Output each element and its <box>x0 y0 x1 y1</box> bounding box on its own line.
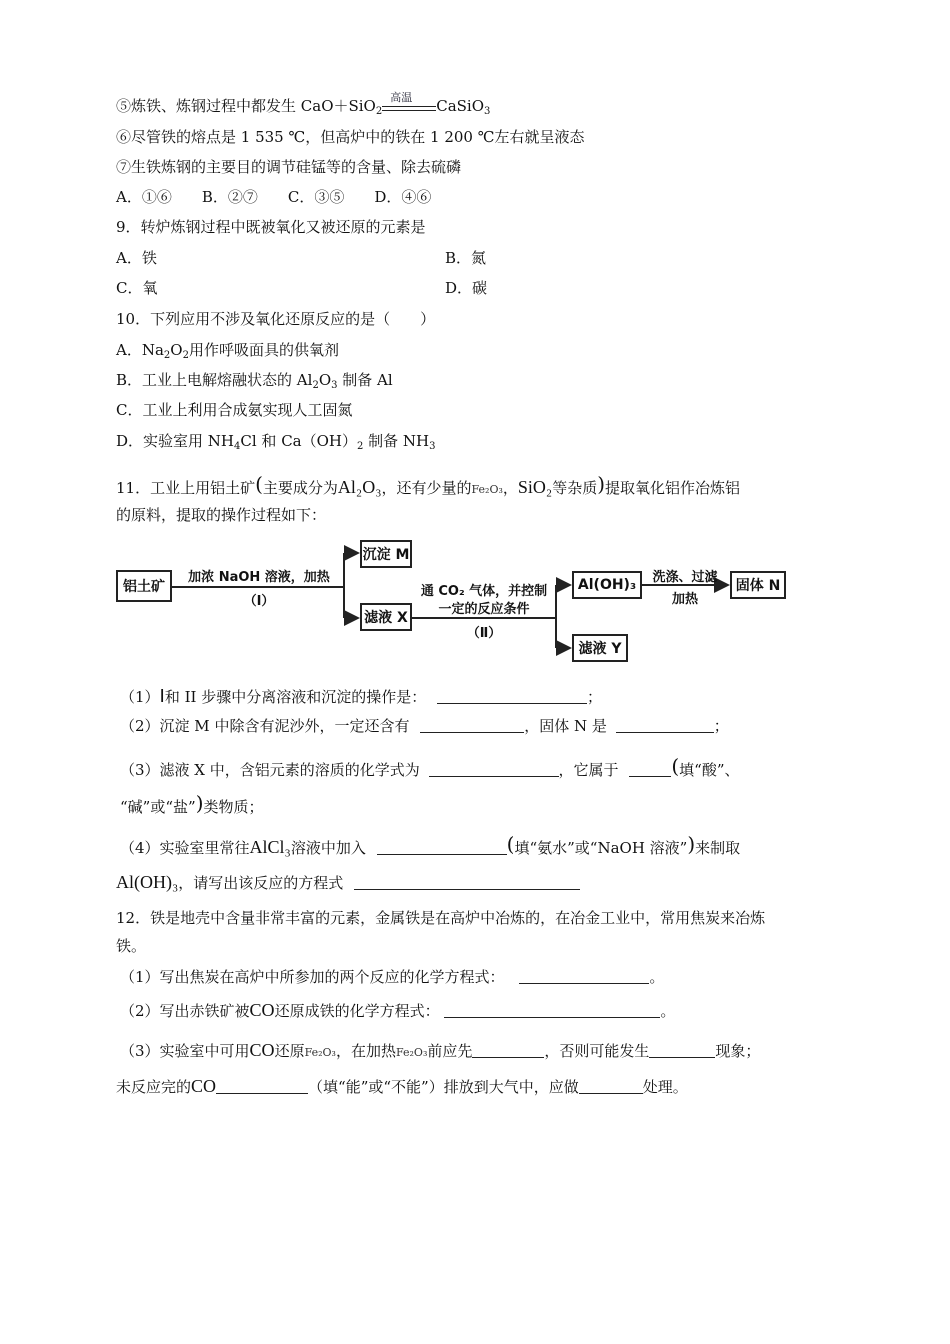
q10-stem: 10．下列应用不涉及氧化还原反应的是（ ） <box>116 310 436 328</box>
q12-stem: 12．铁是地壳中含量非常丰富的元素，金属铁是在高炉中冶炼的，在冶金工业中，常用焦炭来冶炼 <box>116 909 766 927</box>
node-solid-n: 固体 N <box>730 571 786 599</box>
answer-blank[interactable] <box>519 969 649 984</box>
step3-label: 洗涤、过滤 <box>652 570 718 585</box>
reaction-condition: 高温 <box>382 97 436 117</box>
q11-part1: （1）Ⅰ和 II 步骤中分离溶液和沉淀的操作是： ； <box>120 686 603 706</box>
step3-heat: 加热 <box>671 592 698 607</box>
q12-part2: （2）写出赤铁矿被CO还原成铁的化学方程式： 。 <box>120 1000 676 1020</box>
answer-blank[interactable] <box>579 1079 643 1094</box>
node-filtrate-x: 滤液 X <box>360 603 412 631</box>
step2-condition: 一定的反应条件 <box>438 602 530 617</box>
q11-stem-line2: 的原料，提取的操作过程如下： <box>116 506 327 524</box>
q12-part1: （1）写出焦炭在高炉中所参加的两个反应的化学方程式： 。 <box>120 968 665 986</box>
q11-part3: （3）滤液 X 中，含铝元素的溶质的化学式为 ，它属于 (填“酸”、 <box>120 754 740 779</box>
step2-number: （Ⅱ） <box>466 626 502 641</box>
q10-option-c: C．工业上利用合成氨实现人工固氮 <box>116 401 353 419</box>
q10-option-a: A．$Na_2O_2$用作呼吸面具的供氧剂 <box>116 341 339 361</box>
step2-label: 通 CO₂ 气体，并控制 <box>420 584 548 599</box>
q9-stem: 9．转炉炼钢过程中既被氧化又被还原的元素是 <box>116 218 426 236</box>
answer-blank[interactable] <box>420 718 524 733</box>
step1-label: 加浓 NaOH 溶液，加热 <box>188 570 330 585</box>
q12-part3-cont: 未反应完的CO （填“能”或“不能”）排放到大气中，应做 处理。 <box>116 1076 688 1096</box>
answer-blank[interactable] <box>616 718 714 733</box>
answer-blank[interactable] <box>429 762 559 777</box>
q11-part4-cont: Al(OH)₃，请写出该反应的方程式 <box>116 872 580 893</box>
node-bauxite: 铝土矿 <box>116 570 172 602</box>
q8-item6: ⑥尽管铁的熔点是 1 535 ℃，但高炉中的铁在 1 200 ℃左右就呈液态 <box>116 128 585 146</box>
answer-blank[interactable] <box>444 1003 660 1018</box>
q10-option-b: B．工业上电解熔融状态的 $Al_2O_3$ 制备 Al <box>116 371 393 391</box>
q11-part3-cont: “碱”或“盐”)类物质； <box>120 791 264 816</box>
q12-part3: （3）实验室中可用CO还原Fe₂O₃，在加热Fe₂O₃前应先 ，否则可能发生 现象； <box>120 1040 761 1060</box>
process-flow-diagram <box>116 540 796 670</box>
node-precipitate-m: 沉淀 M <box>360 540 412 568</box>
answer-blank[interactable] <box>629 762 671 777</box>
node-aluminium-hydroxide: Al(OH)₃ <box>572 571 642 599</box>
q8-item7: ⑦生铁炼钢的主要目的调节硅锰等的含量、除去硫磷 <box>116 158 462 176</box>
answer-blank[interactable] <box>437 689 587 704</box>
step1-number: （Ⅰ） <box>243 594 275 609</box>
answer-blank[interactable] <box>649 1043 715 1058</box>
q9-option-b: B．氮 <box>445 249 487 267</box>
q9-option-c: C．氧 <box>116 279 158 297</box>
q11-stem: 11．工业上用铝土矿(主要成分为Al₂O₃，还有少量的Fe₂O₃，SiO₂等杂质)提取氧化铝作冶炼铝 <box>116 472 741 497</box>
q12-stem-line2: 铁。 <box>116 937 147 955</box>
q9-option-a: A．铁 <box>116 249 157 267</box>
q8-options: A．①⑥ B．②⑦ C．③⑤ D．④⑥ <box>116 188 432 206</box>
answer-blank[interactable] <box>216 1079 308 1094</box>
node-filtrate-y: 滤液 Y <box>572 634 628 662</box>
q9-option-d: D．碳 <box>445 279 488 297</box>
q8-item5: ⑤炼铁、炼钢过程中都发生 CaO＋SiO$_2$ 高温 CaSiO$_3$ <box>116 91 491 117</box>
answer-blank[interactable] <box>377 840 507 855</box>
answer-blank[interactable] <box>472 1043 544 1058</box>
q11-part2: （2）沉淀 M 中除含有泥沙外，一定还含有 ，固体 N 是 ； <box>120 717 729 735</box>
answer-blank[interactable] <box>354 875 580 890</box>
q10-option-d: D．实验室用 $NH_4Cl$ 和 $Ca(OH)_2$ 制备 $NH_3$ <box>116 432 436 452</box>
q11-part4: （4）实验室里常往AlCl₃溶液中加入 (填“氨水”或“NaOH 溶液”)来制取 <box>120 832 741 857</box>
